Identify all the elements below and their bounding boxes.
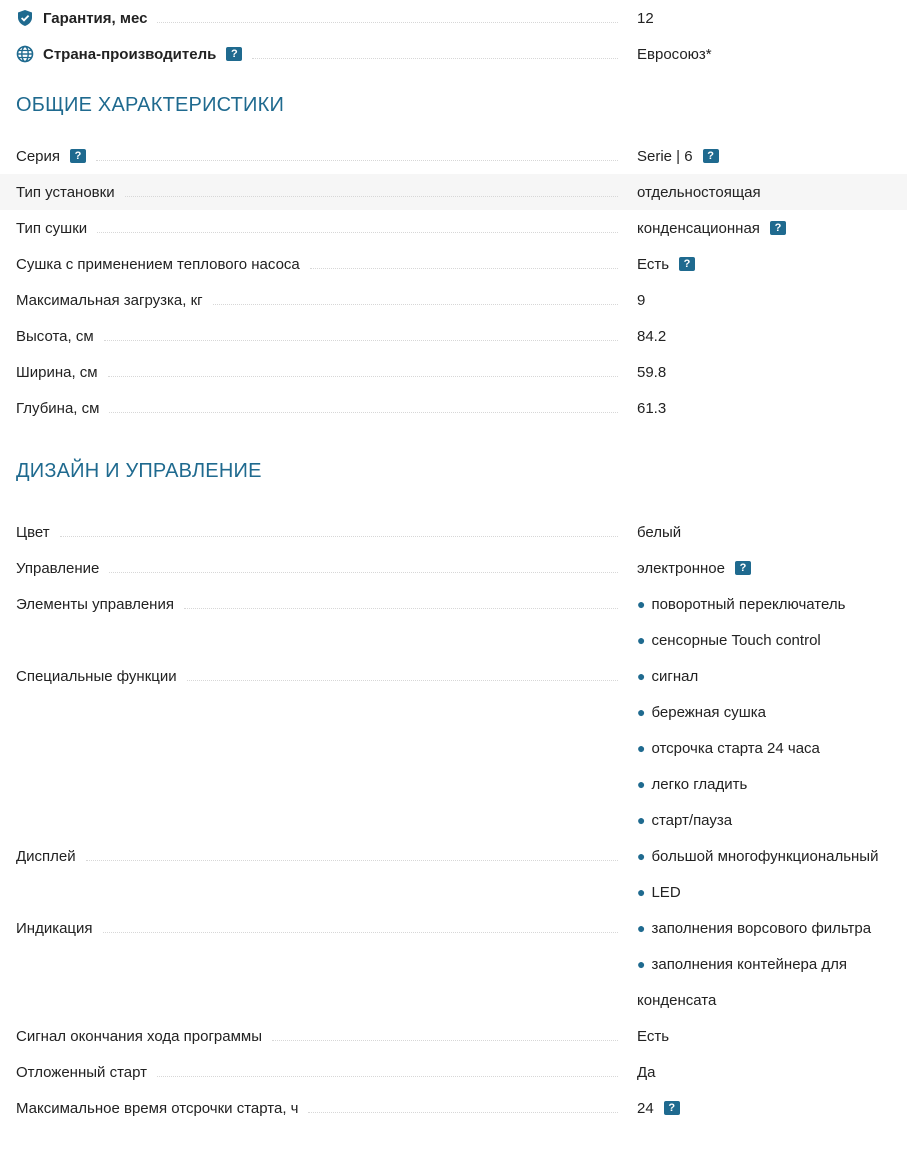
spec-row-continuation <box>0 622 907 658</box>
spec-name: Глубина, см <box>16 399 100 417</box>
spec-list-item-wrap: конденсата <box>637 991 717 1009</box>
spec-name: Серия <box>16 147 61 165</box>
spec-name: Высота, см <box>16 327 94 345</box>
spec-value: Да <box>637 1063 656 1081</box>
help-icon[interactable]: ? <box>226 47 242 61</box>
spec-value: 12 <box>637 9 654 27</box>
leader-dots <box>96 160 618 161</box>
spec-row-control <box>0 550 907 586</box>
leader-dots <box>187 680 618 681</box>
spec-value: Евросоюз* <box>637 45 712 63</box>
leader-dots <box>308 1112 618 1113</box>
spec-name: Сигнал окончания хода программы <box>16 1027 263 1045</box>
leader-dots <box>125 196 618 197</box>
help-icon[interactable]: ? <box>664 1101 680 1115</box>
spec-row-continuation <box>0 766 907 802</box>
bullet-icon: ● <box>637 848 646 864</box>
spec-list-item: заполнения ворсового фильтра <box>651 919 872 937</box>
leader-dots <box>157 22 618 23</box>
spec-row-indication <box>0 910 907 946</box>
leader-dots <box>86 860 618 861</box>
help-icon[interactable]: ? <box>735 561 751 575</box>
spec-value: 59.8 <box>637 363 667 381</box>
spec-row-continuation <box>0 730 907 766</box>
leader-dots <box>109 572 618 573</box>
spec-name: Ширина, см <box>16 363 98 381</box>
spec-value: электронное <box>637 559 725 577</box>
shield-check-icon <box>16 9 34 27</box>
spec-row-continuation <box>0 802 907 838</box>
section-title-general: ОБЩИЕ ХАРАКТЕРИСТИКИ <box>16 93 285 116</box>
spec-list-item: легко гладить <box>651 775 748 793</box>
spec-row-special-functions <box>0 658 907 694</box>
bullet-icon: ● <box>637 632 646 648</box>
spec-name: Отложенный старт <box>16 1063 148 1081</box>
spec-value: 24 <box>637 1099 654 1117</box>
leader-dots <box>97 232 618 233</box>
leader-dots <box>109 412 618 413</box>
bullet-icon: ● <box>637 668 646 684</box>
spec-row-max-load <box>0 282 907 318</box>
spec-row-continuation <box>0 694 907 730</box>
spec-value: 61.3 <box>637 399 667 417</box>
bullet-icon: ● <box>637 596 646 612</box>
spec-name: Элементы управления <box>16 595 174 613</box>
spec-list-item: большой многофункциональный <box>651 847 879 865</box>
leader-dots <box>272 1040 618 1041</box>
spec-value: 84.2 <box>637 327 667 345</box>
spec-row-color <box>0 514 907 550</box>
leader-dots <box>310 268 618 269</box>
spec-row-dry-type <box>0 210 907 246</box>
spec-value: Есть <box>637 255 670 273</box>
spec-name: Тип сушки <box>16 219 88 237</box>
help-icon[interactable]: ? <box>70 149 86 163</box>
spec-name: Страна-производитель <box>43 45 217 63</box>
help-icon[interactable]: ? <box>770 221 786 235</box>
spec-list-item: старт/пауза <box>651 811 733 829</box>
spec-list-item: сенсорные Touch control <box>651 631 821 649</box>
spec-name: Тип установки <box>16 183 115 201</box>
bullet-icon: ● <box>637 956 646 972</box>
spec-name: Максимальное время отсрочки старта, ч <box>16 1099 299 1117</box>
spec-name: Индикация <box>16 919 93 937</box>
spec-row-continuation <box>0 982 907 1018</box>
spec-name: Дисплей <box>16 847 76 865</box>
spec-name: Гарантия, мес <box>43 9 148 27</box>
spec-name: Сушка с применением теплового насоса <box>16 255 300 273</box>
spec-name: Управление <box>16 559 100 577</box>
spec-row-continuation <box>0 874 907 910</box>
spec-value: 9 <box>637 291 646 309</box>
spec-list-item: отсрочка старта 24 часа <box>651 739 820 757</box>
leader-dots <box>213 304 618 305</box>
bullet-icon: ● <box>637 776 646 792</box>
spec-row-height <box>0 318 907 354</box>
spec-list-item: бережная сушка <box>651 703 766 721</box>
spec-row-continuation <box>0 946 907 982</box>
spec-row-width <box>0 354 907 390</box>
spec-row-heat-pump <box>0 246 907 282</box>
spec-row-control-elements <box>0 586 907 622</box>
spec-row-display <box>0 838 907 874</box>
leader-dots <box>103 932 618 933</box>
spec-value: белый <box>637 523 682 541</box>
bullet-icon: ● <box>637 884 646 900</box>
leader-dots <box>104 340 618 341</box>
spec-row-max-delay <box>0 1090 907 1126</box>
leader-dots <box>252 58 618 59</box>
spec-value: Serie | 6 <box>637 147 693 165</box>
spec-row-install-type <box>0 174 907 210</box>
spec-value: отдельностоящая <box>637 183 761 201</box>
spec-row-end-signal <box>0 1018 907 1054</box>
spec-row-delayed-start <box>0 1054 907 1090</box>
spec-list-item: поворотный переключатель <box>651 595 846 613</box>
spec-list-item: заполнения контейнера для <box>651 955 848 973</box>
bullet-icon: ● <box>637 920 646 936</box>
globe-icon <box>16 45 34 63</box>
spec-list-item: LED <box>651 883 681 901</box>
bullet-icon: ● <box>637 740 646 756</box>
leader-dots <box>184 608 618 609</box>
help-icon[interactable]: ? <box>703 149 719 163</box>
section-title-design: ДИЗАЙН И УПРАВЛЕНИЕ <box>16 459 262 482</box>
spec-row-warranty <box>0 0 907 36</box>
spec-value: Есть <box>637 1027 670 1045</box>
spec-list-item: сигнал <box>651 667 699 685</box>
spec-name: Максимальная загрузка, кг <box>16 291 203 309</box>
bullet-icon: ● <box>637 812 646 828</box>
help-icon[interactable]: ? <box>679 257 695 271</box>
spec-row-depth <box>0 390 907 426</box>
bullet-icon: ● <box>637 704 646 720</box>
spec-name: Специальные функции <box>16 667 177 685</box>
leader-dots <box>157 1076 618 1077</box>
spec-name: Цвет <box>16 523 50 541</box>
spec-value: конденсационная <box>637 219 760 237</box>
spec-row-country <box>0 36 907 72</box>
leader-dots <box>108 376 618 377</box>
leader-dots <box>60 536 618 537</box>
spec-row-series <box>0 138 907 174</box>
